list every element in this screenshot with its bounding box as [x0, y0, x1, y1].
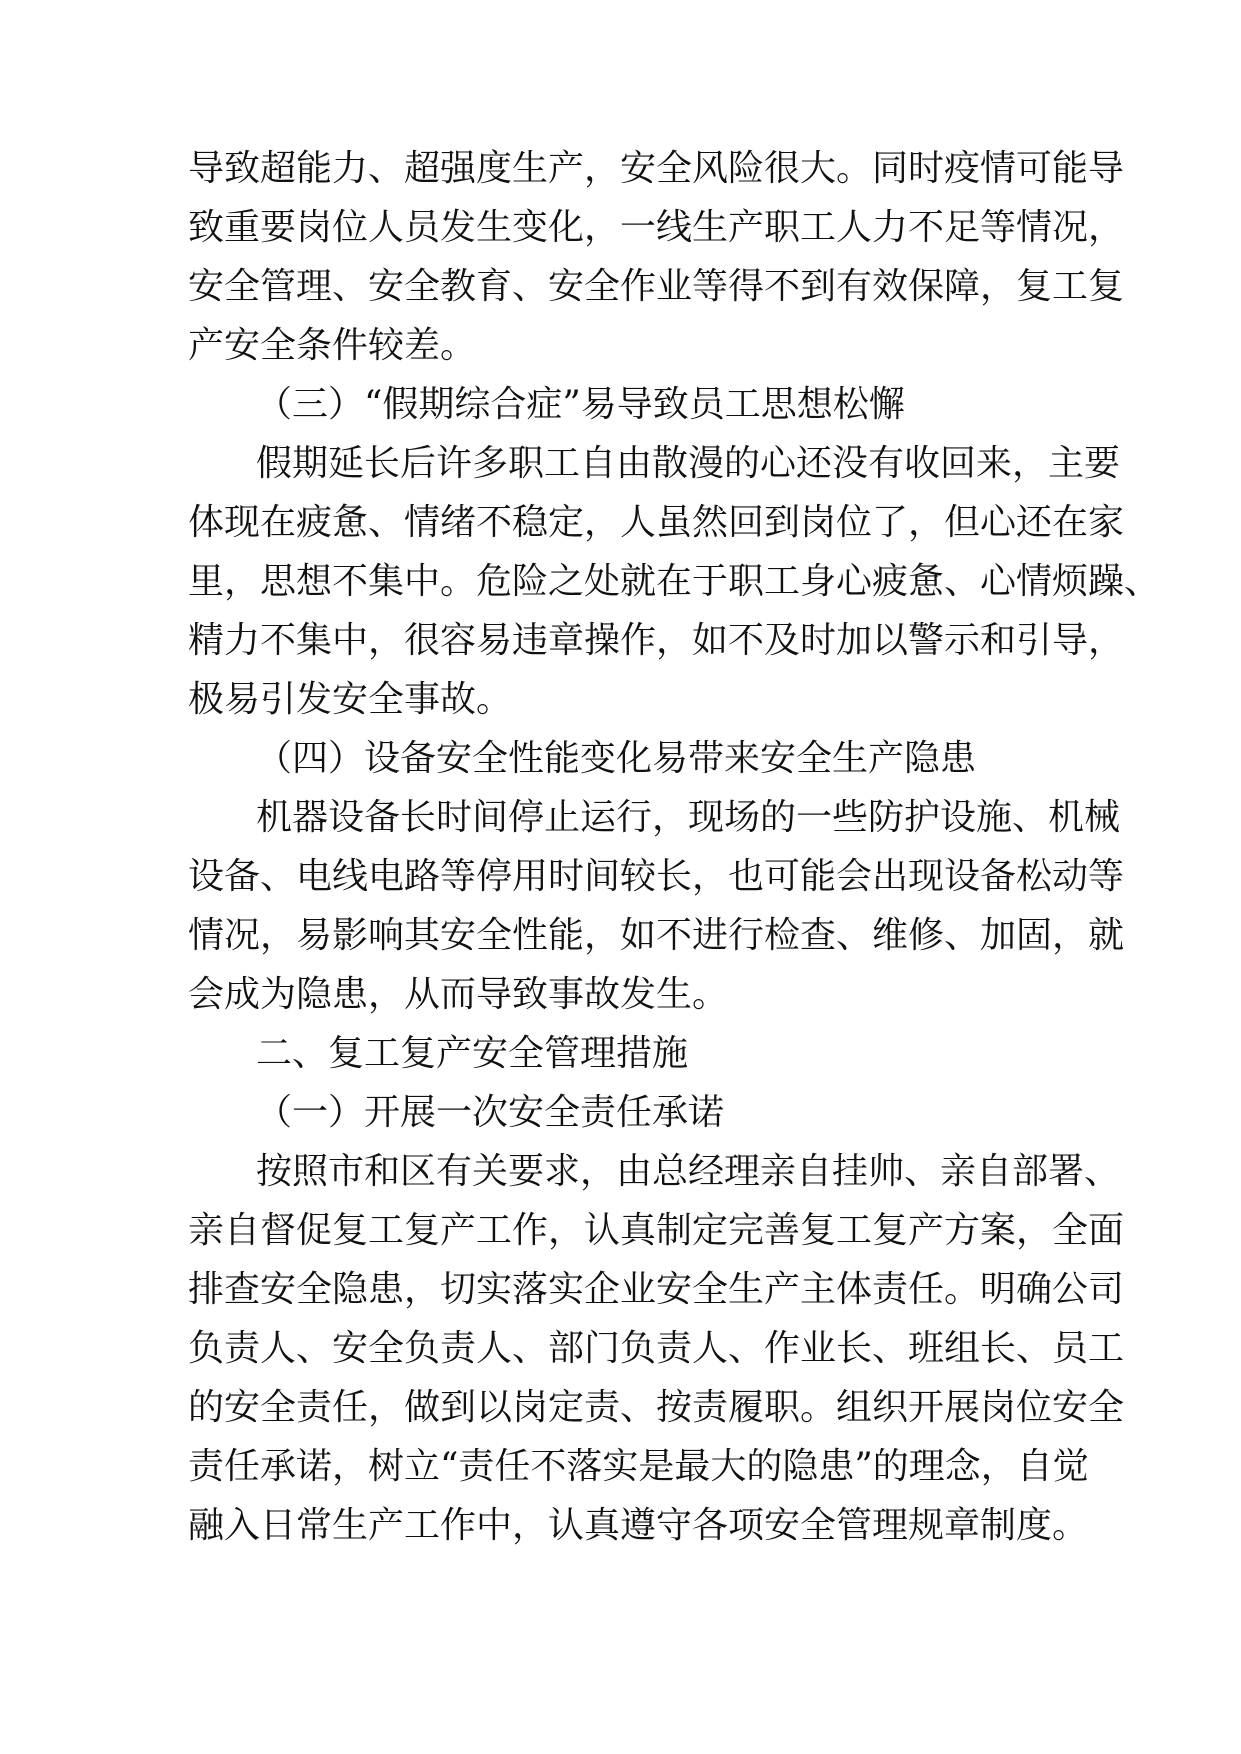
text-line: 责任承诺，树立“责任不落实是最大的隐患”的理念，自觉	[188, 1446, 1089, 1487]
section-heading: 二、复工复产安全管理措施	[256, 1033, 689, 1074]
text-line: 极易引发安全事故。	[188, 679, 513, 720]
text-line: 情况，易影响其安全性能，如不进行检查、维修、加固，就	[188, 915, 1125, 956]
text-line: 融入日常生产工作中，认真遵守各项安全管理规章制度。	[188, 1505, 1089, 1546]
section-heading: （四）设备安全性能变化易带来安全生产隐患	[256, 738, 977, 779]
text-line: 致重要岗位人员发生变化，一线生产职工人力不足等情况，	[188, 207, 1125, 248]
text-line: 精力不集中，很容易违章操作，如不及时加以警示和引导，	[188, 620, 1125, 661]
text-line: 负责人、安全负责人、部门负责人、作业长、班组长、员工	[188, 1328, 1125, 1369]
text-line: 会成为隐患，从而导致事故发生。	[188, 974, 729, 1015]
text-line: 机器设备长时间停止运行，现场的一些防护设施、机械	[256, 797, 1121, 838]
text-line: 导致超能力、超强度生产，安全风险很大。同时疫情可能导	[188, 148, 1125, 189]
text-line: 排查安全隐患，切实落实企业安全生产主体责任。明确公司	[188, 1269, 1125, 1310]
section-heading: （三）“假期综合症”易导致员工思想松懈	[256, 384, 905, 425]
text-line: 体现在疲惫、情绪不稳定，人虽然回到岗位了，但心还在家	[188, 502, 1125, 543]
text-line: 按照市和区有关要求，由总经理亲自挂帅、亲自部署、	[256, 1151, 1121, 1192]
text-line: 亲自督促复工复产工作，认真制定完善复工复产方案，全面	[188, 1210, 1125, 1251]
text-line: 安全管理、安全教育、安全作业等得不到有效保障，复工复	[188, 266, 1125, 307]
section-heading: （一）开展一次安全责任承诺	[256, 1092, 725, 1133]
text-line: 里，思想不集中。危险之处就在于职工身心疲惫、心情烦躁、	[188, 561, 1161, 602]
text-line: 假期延长后许多职工自由散漫的心还没有收回来，主要	[256, 443, 1121, 484]
text-line: 设备、电线电路等停用时间较长，也可能会出现设备松动等	[188, 856, 1125, 897]
text-line: 的安全责任，做到以岗定责、按责履职。组织开展岗位安全	[188, 1387, 1125, 1428]
text-line: 产安全条件较差。	[188, 325, 477, 366]
